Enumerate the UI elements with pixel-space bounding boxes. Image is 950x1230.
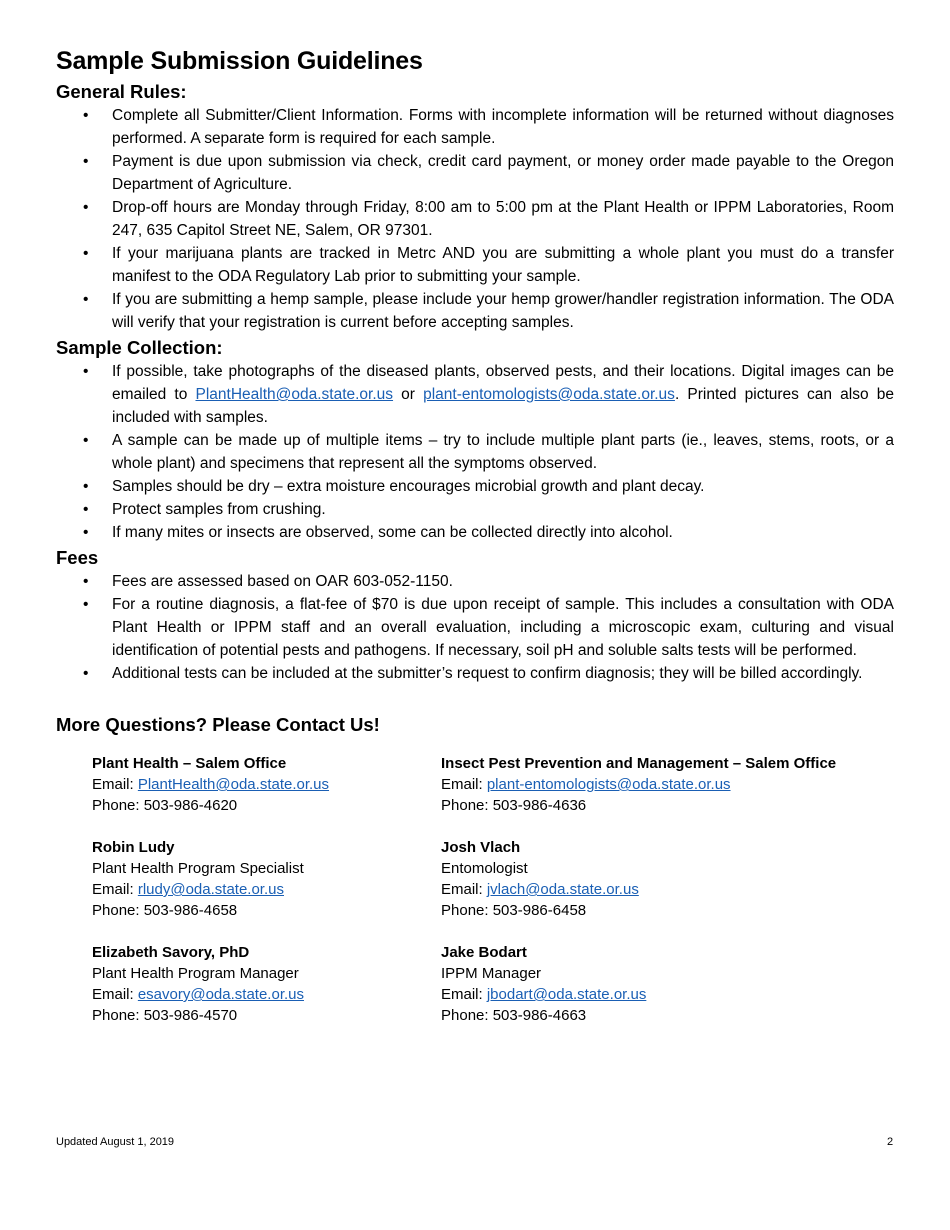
contact-card-jake-bodart [441,942,861,1026]
contact-card-elizabeth-savory [92,942,441,1026]
contact-phone: 503-986-6458 [492,902,587,919]
page-title: Sample Submission Guidelines [56,47,423,75]
document-page [56,44,894,1047]
contact-phone: 503-986-4570 [143,1007,238,1024]
list-item: • Protect samples from crushing. [56,498,894,521]
email-label: Email: [441,881,487,898]
list-item: • For a routine diagnosis, a flat-fee of $70 is due upon receipt of sample. This includes a consultation with ODA Plant Health or IPPM staff and an overall evaluation, including a microscopic exam, culturing and visual identification of potential pests and pathogens. If necessary, soil pH and soluble salts tests will be performed. [56,593,894,662]
email-label: Email: [92,881,138,898]
list-item: • Payment is due upon submission via check, credit card payment, or money order made payable to the Oregon Department of Agriculture. [56,150,894,196]
phone-label: Phone: [92,1007,144,1024]
contact-phone: 503-986-4663 [492,1007,587,1024]
list-item: • Complete all Submitter/Client Information. Forms with incomplete information will be returned without diagnoses performed. A separate form is required for each sample. [56,104,894,150]
sample-collection-heading: Sample Collection: [56,337,223,358]
phone-label: Phone: [441,797,493,814]
list-item: • Drop-off hours are Monday through Friday, 8:00 am to 5:00 pm at the Plant Health or IPPM Laboratories, Room 247, 635 Capitol Street NE, Salem, OR 97301. [56,196,894,242]
contact-email-link[interactable]: jvlach@oda.state.or.us [486,881,639,898]
photo-text-middle: or [393,386,424,403]
contact-phone: 503-986-4658 [143,902,238,919]
sample-collection-list [56,360,894,544]
general-rules-heading: General Rules: [56,81,187,102]
contact-name: Insect Pest Prevention and Management – Salem Office [441,755,837,772]
phone-label: Phone: [92,797,144,814]
contact-name: Josh Vlach [441,839,521,856]
list-item: • If you are submitting a hemp sample, please include your hemp grower/handler registration information. The ODA will verify that your registration is current before accepting samples. [56,288,894,334]
contact-role: Entomologist [441,860,528,877]
email-label: Email: [441,776,487,793]
phone-label: Phone: [441,1007,493,1024]
contact-email-link[interactable]: esavory@oda.state.or.us [137,986,304,1003]
contact-card-josh-vlach [441,837,861,921]
email-label: Email: [92,776,138,793]
contact-email-link[interactable]: jbodart@oda.state.or.us [486,986,647,1003]
list-item: • If your marijuana plants are tracked in Metrc AND you are submitting a whole plant you must do a transfer manifest to the ODA Regulatory Lab prior to submitting your sample. [56,242,894,288]
footer-page-number: 2 [887,1136,894,1148]
contact-email-link[interactable]: PlantHealth@oda.state.or.us [137,776,330,793]
contact-role: Plant Health Program Manager [92,965,299,982]
contact-name: Plant Health – Salem Office [92,755,287,772]
phone-label: Phone: [92,902,144,919]
contact-phone: 503-986-4620 [143,797,238,814]
list-item: • Additional tests can be included at the submitter’s request to confirm diagnosis; they will be billed accordingly. [56,662,894,685]
footer-updated-date: Updated August 1, 2019 [56,1136,175,1148]
contact-name: Jake Bodart [441,944,527,961]
entomologists-email-link[interactable]: plant-entomologists@oda.state.or.us [423,386,675,403]
general-rules-list [56,104,894,334]
contact-card-plant-health-office [92,753,441,816]
contact-card-ippm-office [441,753,861,816]
photo-text-after: . Printed pictures can also be included with samples. [112,386,894,426]
list-item [56,360,894,429]
contact-email-link[interactable]: rludy@oda.state.or.us [137,881,284,898]
contact-role: Plant Health Program Specialist [92,860,304,877]
contact-name: Elizabeth Savory, PhD [92,944,250,961]
planthealth-email-link[interactable]: PlantHealth@oda.state.or.us [195,386,394,403]
contact-heading: More Questions? Please Contact Us! [56,714,380,735]
fees-list [56,570,894,685]
list-item: • Samples should be dry – extra moisture encourages microbial growth and plant decay. [56,475,894,498]
contact-grid [92,753,894,1047]
email-label: Email: [441,986,487,1003]
contact-card-robin-ludy [92,837,441,921]
contact-phone: 503-986-4636 [492,797,587,814]
contact-role: IPPM Manager [441,965,542,982]
list-item: • Fees are assessed based on OAR 603-052-1150. [56,570,894,593]
email-label: Email: [92,986,138,1003]
list-item: • If many mites or insects are observed, some can be collected directly into alcohol. [56,521,894,544]
fees-heading: Fees [56,547,99,568]
photo-text-before: If possible, take photographs of the diseased plants, observed pests, and their locations. Digital images can be emailed to [112,363,894,403]
list-item: • A sample can be made up of multiple items – try to include multiple plant parts (ie., leaves, stems, roots, or a whole plant) and specimens that represent all the symptoms observed. [56,429,894,475]
phone-label: Phone: [441,902,493,919]
contact-name: Robin Ludy [92,839,175,856]
contact-email-link[interactable]: plant-entomologists@oda.state.or.us [486,776,731,793]
